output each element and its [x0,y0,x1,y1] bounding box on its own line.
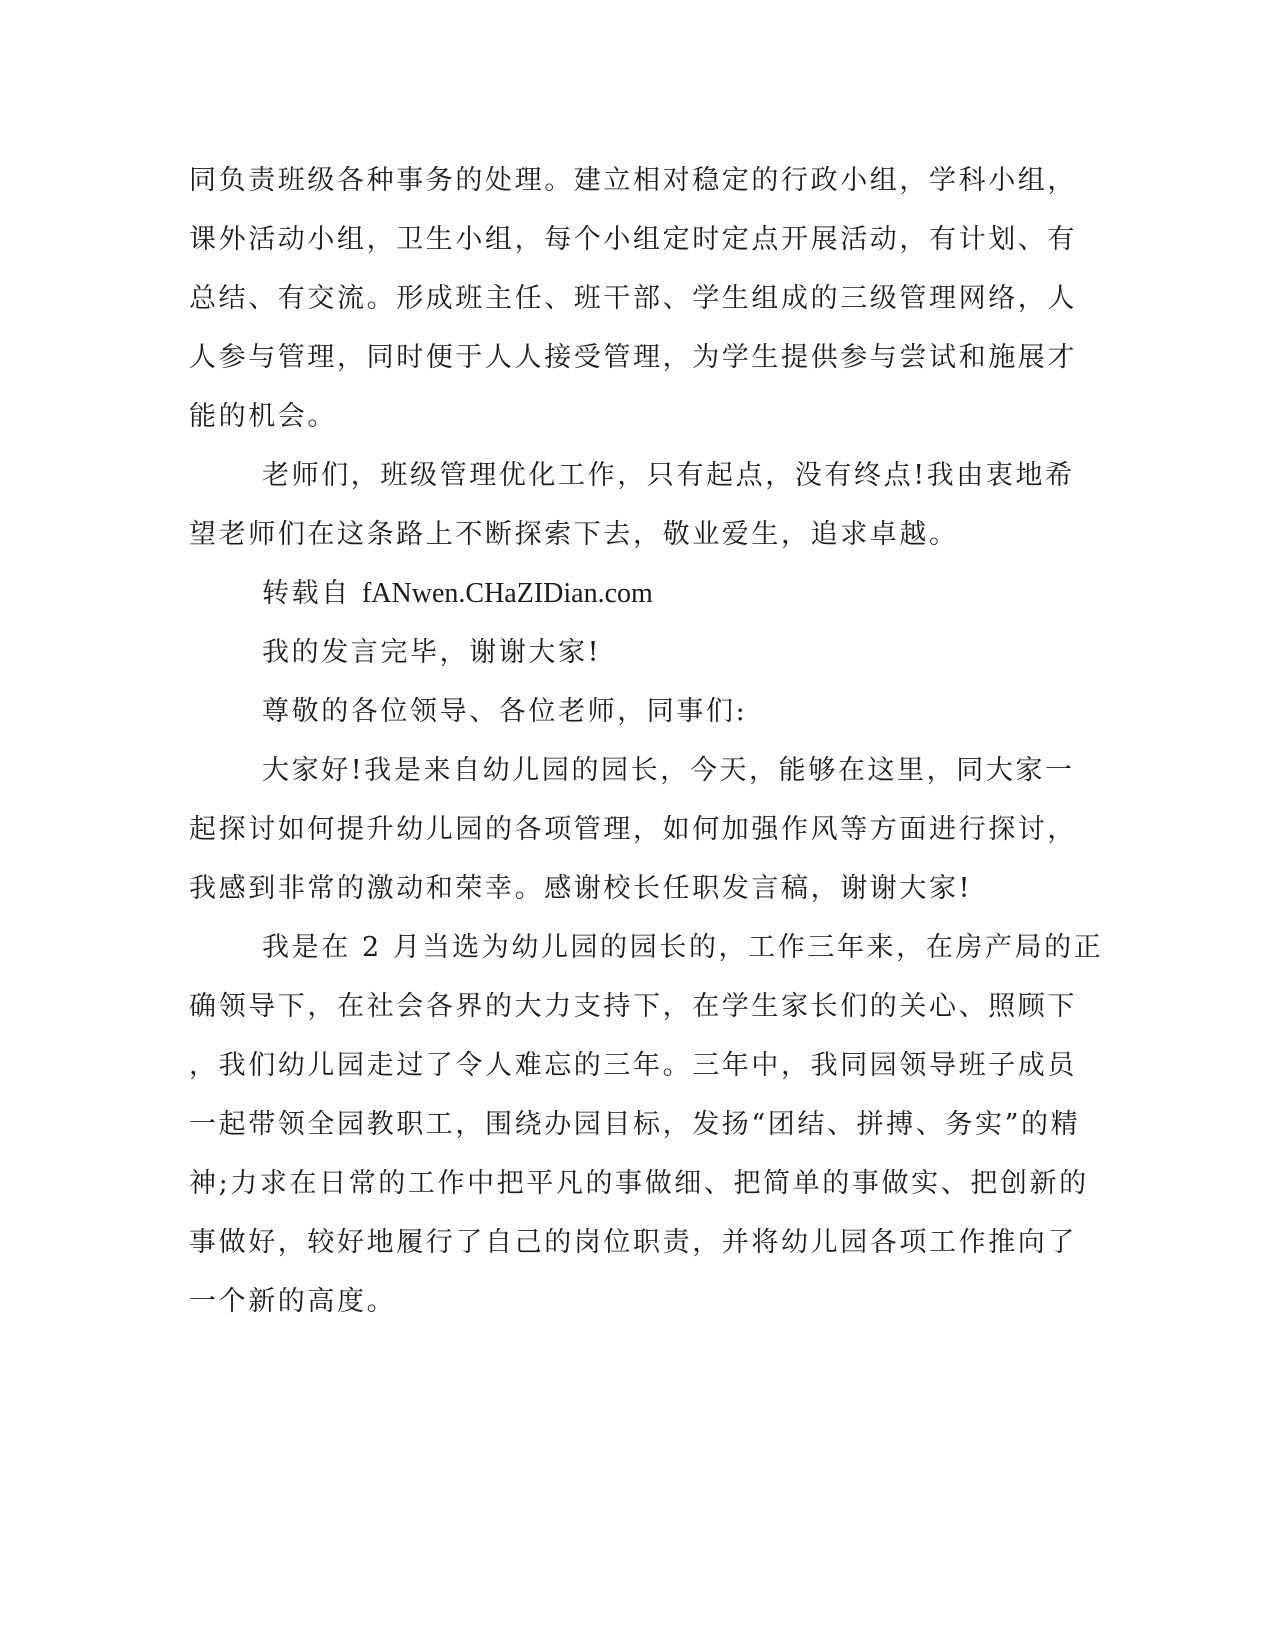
paragraph-line: 起探讨如何提升幼儿园的各项管理，如何加强作风等方面进行探讨， [189,814,1077,845]
paragraph-line: 我是在 2 月当选为幼儿园的园长的，工作三年来，在房产局的正 [262,932,1104,963]
paragraph-line: ，我们幼儿园走过了令人难忘的三年。三年中，我同园领导班子成员 [189,1050,1077,1081]
paragraph-line: 老师们，班级管理优化工作，只有起点，没有终点!我由衷地希 [262,460,1075,491]
paragraph-line: 确领导下，在社会各界的大力支持下，在学生家长们的关心、照顾下 [189,991,1077,1022]
paragraph-line: 神;力求在日常的工作中把平凡的事做细、把简单的事做实、把创新的 [189,1168,1089,1199]
paragraph-line: 一起带领全园教职工，围绕办园目标，发扬“团结、拼搏、务实”的精 [189,1109,1081,1140]
source-url: fANwen.CHaZIDian.com [361,578,653,609]
source-prefix: 转载自 [262,578,362,609]
salutation-line: 尊敬的各位领导、各位老师，同事们: [262,696,748,727]
paragraph-line: 课外活动小组，卫生小组，每个小组定时定点开展活动，有计划、有 [189,224,1077,255]
paragraph-line: 总结、有交流。形成班主任、班干部、学生组成的三级管理网络，人 [189,283,1077,314]
paragraph-line: 一个新的高度。 [189,1286,397,1317]
paragraph-line: 能的机会。 [189,401,337,432]
paragraph-line: 我的发言完毕，谢谢大家! [262,637,602,668]
paragraph-line: 望老师们在这条路上不断探索下去，敬业爱生，追求卓越。 [189,519,959,550]
paragraph-line: 我感到非常的激动和荣幸。感谢校长任职发言稿，谢谢大家! [189,873,973,904]
paragraph-line: 同负责班级各种事务的处理。建立相对稳定的行政小组，学科小组， [189,165,1077,196]
paragraph-line: 大家好!我是来自幼儿园的园长，今天，能够在这里，同大家一 [262,755,1075,786]
paragraph-line: 事做好，较好地履行了自己的岗位职责，并将幼儿园各项工作推向了 [189,1227,1077,1258]
source-line [262,576,653,612]
paragraph-line: 人参与管理，同时便于人人接受管理，为学生提供参与尝试和施展才 [189,342,1077,373]
